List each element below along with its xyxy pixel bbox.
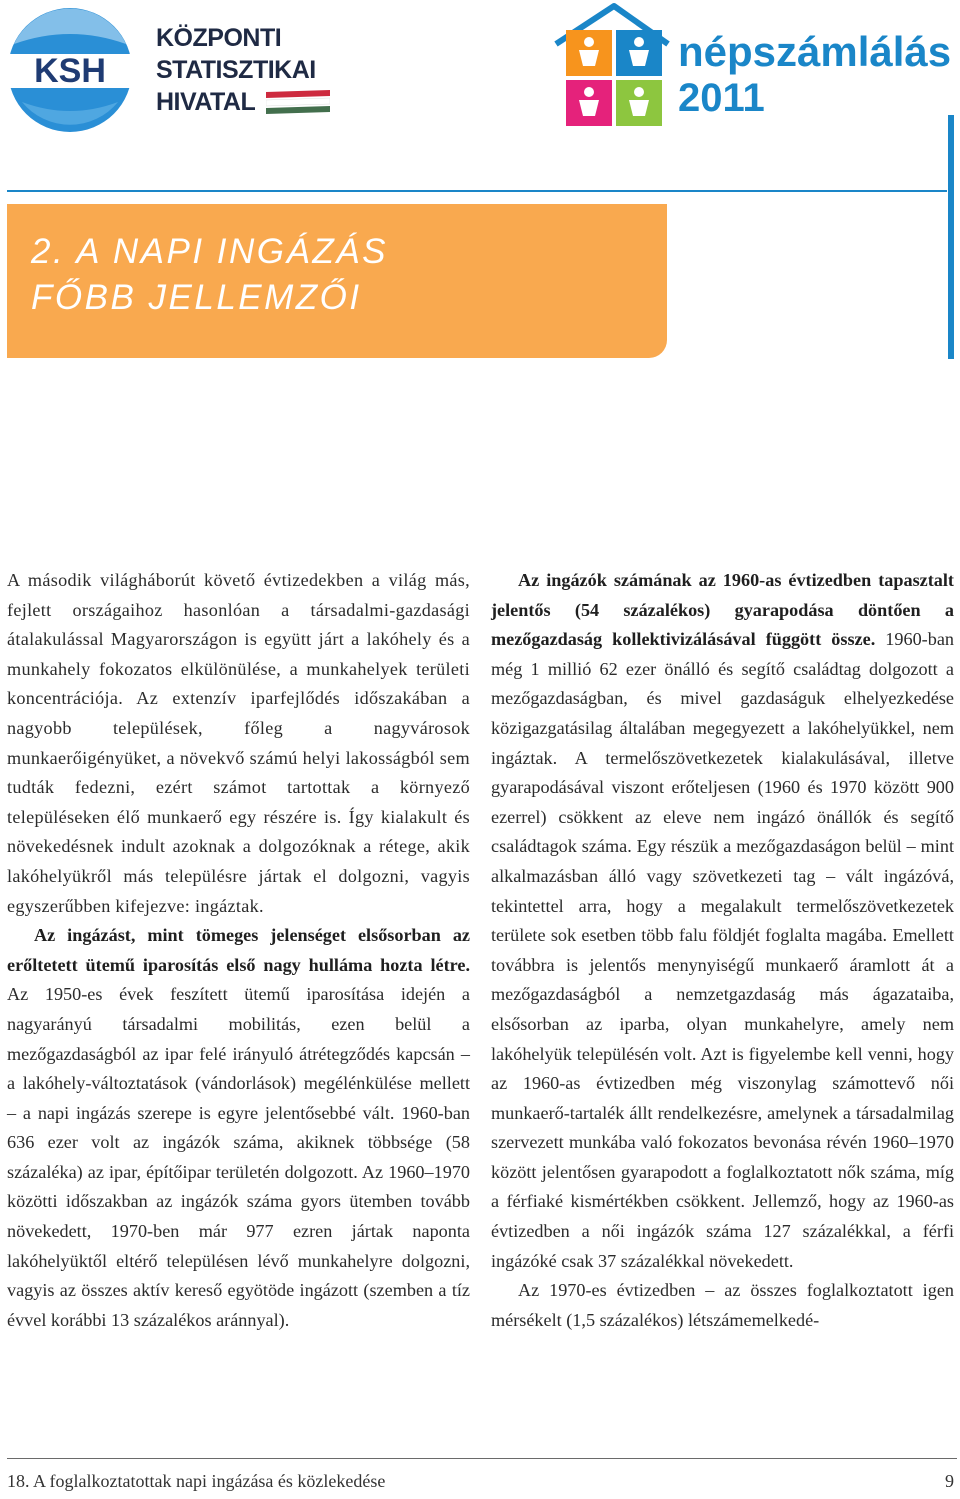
body-column-left — [7, 566, 470, 1335]
chapter-banner — [7, 204, 667, 358]
right-paragraph-1-text: 1960-ban még 1 millió 62 ezer önálló és segítő családtag dolgozott a mezőgazdaságban, és mivel gazdaságuk elhelyezkedése közigazgatásilag általában megegyezett a lakóhelyükkel, nem ingáztak. A termelőszövetkezetek kialakulásával, illetve gyarapodásával viszont erőteljesen (1960 és 1970 között 900 ezerrel) csökkent az eleve nem ingázó önállók és segítő családtagok száma. Egy részük a mezőgazdaságon belül – mint alkalmazásban álló vagy szövetkezeti tag – vált ingázóvá, tekintettel arra, hogy a megalakult termelőszövetkezetek területe sok esetben több falu földjét foglalta magába. Emellett továbbra is jelentős menynyiségű munkaerő áramlott át a mezőgazdaságból a nemzetgazdaság más ágazataiba, elsősorban az iparba, olyan munkahelyre, amely nem lakóhelyük településén volt. Azt is figyelembe kell venni, hogy az 1960-as évtizedben még viszonylag számottevő női munkaerő-tartalék állt rendelkezésre, amelynek a társadalmilag szervezett munkába való fokozatos bevonása révén 1960–1970 között jelentősen gyarapodott a foglalkoztatott nők száma, míg a férfiaké kismértékben csökkent. Jellemző, hogy az 1960-as évtizedben a női ingázók száma 127 százalékkal, a férfi ingázóké csak 37 százalékkal növekedett. — [491, 629, 954, 1271]
left-paragraph-1: A második világháborút követő évtizedekben a világ más, fejlett országaihoz hasonlóan a társadalmi-gazdasági átalakulással Magyarországon is együtt járt a lakóhely és a munkahely fokozatos elkülönülése, a munkahelyek területi koncentrációja. Az extenzív iparfejlődés időszakában a nagyobb települések, főleg a nagyvárosok munkaerőigényüket, a növekvő számú helyi lakosságból sem tudták fedezni, ezért számot tartottak a környező településeken élő munkaerő egy részére is. Így kialakult és növekedésnek indult azoknak a dolgozóknak a rétege, akik lakóhelyükről más településre jártak el dolgozni, vagyis egyszerűbben kifejezve: ingáztak. — [7, 570, 470, 916]
census-year: 2011 — [678, 76, 765, 120]
left-paragraph-2 — [7, 921, 470, 1335]
right-paragraph-2: Az 1970-es évtizedben – az összes foglalkoztatott igen mérsékelt (1,5 százalékos) létszámemelkedé- — [491, 1280, 954, 1330]
left-paragraph-2-bold: Az ingázást, mint tömeges jelenséget elsősorban az erőltetett ütemű iparosítás első nagy hulláma hozta létre. — [7, 925, 470, 975]
right-paragraph-1 — [491, 566, 954, 1276]
banner-top-rule — [7, 190, 947, 192]
right-paragraph-1-bold: Az ingázók számának az 1960-as évtizedben tapasztalt jelentős (54 százalékos) gyarapodása döntően a mezőgazdaság kollektivizálásával függött össze. — [491, 570, 954, 650]
page-number: 9 — [945, 1471, 954, 1491]
ksh-name-line-1: KÖZPONTI — [156, 24, 282, 52]
chapter-title-line-1: 2. A NAPI INGÁZÁS — [31, 232, 388, 271]
ksh-logo — [4, 4, 334, 136]
census-2011-logo — [550, 0, 960, 140]
ksh-name-line-2: STATISZTIKAI — [156, 56, 316, 84]
ksh-abbr: KSH — [34, 52, 106, 90]
left-paragraph-2-text: Az 1950-es évek feszített ütemű iparosítása idején a nagyarányú társadalmi mobilitás, ezen belül a mezőgazdaságból az ipar felé irányuló átrétegződés kapcsán – a lakóhely-változtatások (vándorlások) megélénkülése mellett – a napi ingázás szerepe is egyre jelentősebbé vált. 1960-ban 636 ezer volt az ingázók száma, akiknek többsége (58 százaléka) az ipar, építőipar területén dolgozott. Az 1960–1970 közötti időszakban az ingázók száma gyors ütemben tovább növekedett, 1970-ben már 977 ezren jártak naponta lakóhelyüktől eltérő településen lévő munkahelyre dolgozni, vagyis az összes aktív kereső egyötöde ingázott (szemben a tíz évvel korábbi 13 százalékos aránnyal). — [7, 984, 470, 1330]
footer-rule — [7, 1458, 957, 1459]
ksh-name-line-3: HIVATAL — [156, 88, 256, 116]
hungarian-flag-stripes-icon — [266, 90, 330, 114]
footer-title: 18. A foglalkoztatottak napi ingázása és közlekedése — [7, 1471, 386, 1491]
ksh-globe-icon — [4, 4, 154, 136]
body-column-right — [491, 566, 954, 1335]
banner-right-rule — [948, 115, 954, 359]
chapter-title-line-2: FŐBB JELLEMZŐI — [31, 278, 362, 317]
census-house-icon — [550, 0, 675, 140]
census-word: népszámlálás — [678, 28, 952, 75]
